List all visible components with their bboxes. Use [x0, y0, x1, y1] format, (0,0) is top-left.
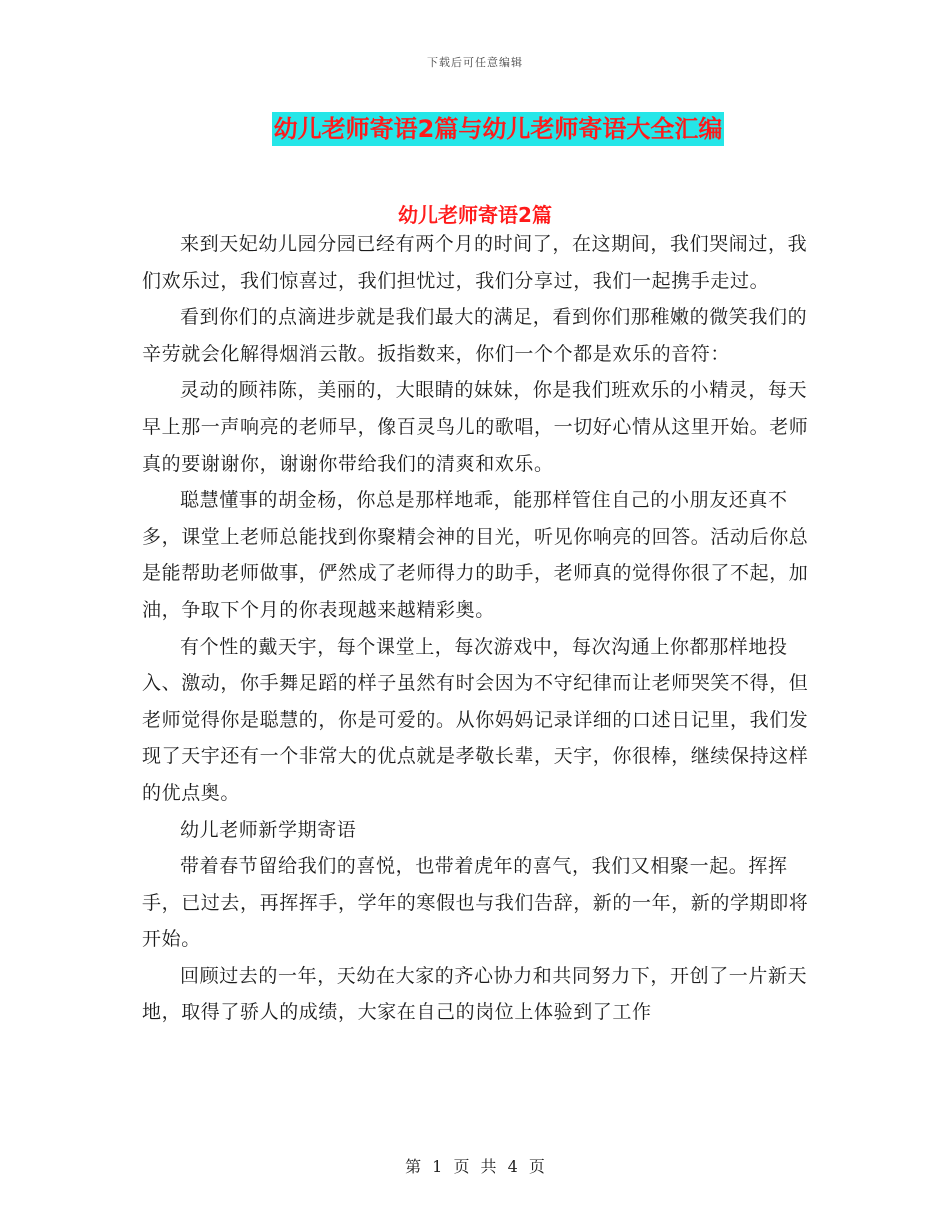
header-note: 下载后可任意编辑	[427, 56, 523, 69]
paragraph: 回顾过去的一年，天幼在大家的齐心协力和共同努力下，开创了一片新天地，取得了骄人的成绩，大家在自己的岗位上体验到了工作	[142, 964, 808, 1024]
paragraph: 有个性的戴天宇，每个课堂上，每次游戏中，每次沟通上你都那样地投入、激动，你手舞足蹈的样子虽然有时会因为不守纪律而让老师哭笑不得，但老师觉得你是聪慧的，你是可爱的。从你妈妈记录详细的口述日记里，我们发现了天宇还有一个非常大的优点就是孝敬长辈，天宇，你很棒，继续保持这样的优点奥。	[142, 635, 809, 804]
document-title-wrap	[0, 112, 950, 146]
paragraph: 带着春节留给我们的喜悦，也带着虎年的喜气，我们又相聚一起。挥挥手，已过去，再挥挥手，学年的寒假也与我们告辞，新的一年，新的学期即将开始。	[142, 855, 809, 951]
paragraph: 灵动的顾祎陈，美丽的，大眼睛的妹妹，你是我们班欢乐的小精灵，每天早上那一声响亮的老师早，像百灵鸟儿的歌唱，一切好心情从这里开始。老师真的要谢谢你，谢谢你带给我们的清爽和欢乐。	[142, 379, 809, 475]
paragraph: 看到你们的点滴进步就是我们最大的满足，看到你们那稚嫩的微笑我们的辛劳就会化解得烟消云散。扳指数来，你们一个个都是欢乐的音符：	[142, 306, 808, 365]
subheading: 幼儿老师新学期寄语	[180, 818, 357, 841]
page-footer: 第 1 页 共 4 页	[405, 1157, 545, 1176]
document-title: 幼儿老师寄语2篇与幼儿老师寄语大全汇编	[272, 112, 725, 146]
paragraph: 来到天妃幼儿园分园已经有两个月的时间了，在这期间，我们哭闹过，我们欢乐过，我们惊喜过，我们担忧过，我们分享过，我们一起携手走过。	[142, 233, 808, 292]
body-text	[142, 226, 812, 1031]
section-title: 幼儿老师寄语2篇	[398, 203, 552, 227]
paragraph: 聪慧懂事的胡金杨，你总是那样地乖，能那样管住自己的小朋友还真不多，课堂上老师总能找到你聚精会神的目光，听见你响亮的回答。活动后你总是能帮助老师做事，俨然成了老师得力的助手，老师真的觉得你很了不起，加油，争取下个月的你表现越来越精彩奥。	[142, 489, 809, 621]
